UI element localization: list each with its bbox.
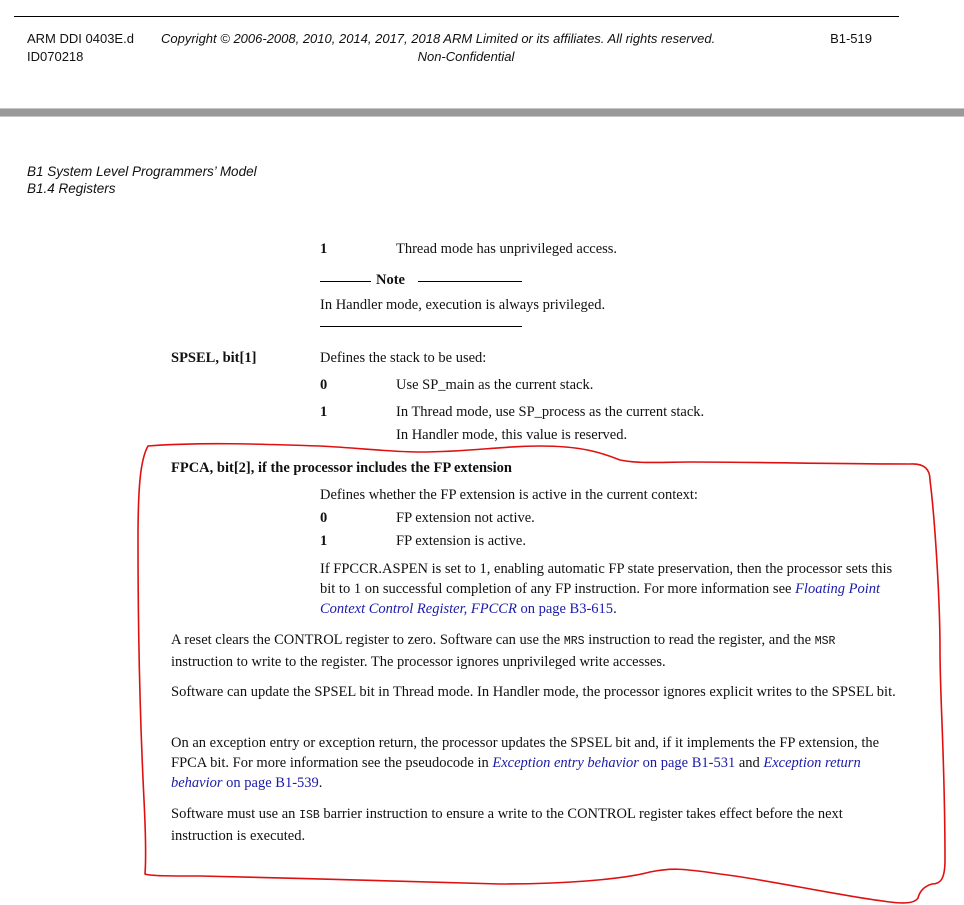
bit-value: 1 xyxy=(320,404,328,420)
bit-description: FP extension is active. xyxy=(396,533,526,549)
bit-value: 0 xyxy=(320,377,328,393)
text: Software must use an xyxy=(171,806,300,822)
link-page: on page B1-531 xyxy=(638,755,736,771)
bit-description-extra: In Handler mode, this value is reserved. xyxy=(396,427,628,443)
text: On an exception entry or exception return, the processor updates the SPSEL bit and, if it implements the FP extension, the FPCA bit. For more information see the pseudocode in xyxy=(171,735,880,771)
isb-instruction: ISB xyxy=(299,809,320,822)
fpccr-link-page: on page B3-615 xyxy=(516,601,614,617)
section-title: B1.4 Registers xyxy=(27,181,116,196)
page-number: B1-519 xyxy=(830,31,872,46)
text: instruction to read the register, and the xyxy=(584,632,815,648)
copyright-text: Copyright © 2006-2008, 2010, 2014, 2017, 2018 ARM Limited or its affiliates. All rights reserved. xyxy=(161,31,716,46)
period: . xyxy=(613,601,617,617)
text: and xyxy=(735,755,764,771)
confidentiality-label: Non-Confidential xyxy=(417,49,515,64)
link-text: Exception return behavior xyxy=(171,755,861,791)
fpccr-link-text: Floating Point Context Control Register, FPCCR xyxy=(320,581,881,617)
fpca-intro: Defines whether the FP extension is active in the current context: xyxy=(320,487,698,503)
field-name-spsel: SPSEL, bit[1] xyxy=(171,350,257,366)
bit-value: 1 xyxy=(320,533,328,549)
text: instruction to write to the register. The processor ignores unprivileged write accesses. xyxy=(171,654,666,670)
note-title: Note xyxy=(376,272,405,288)
text: . xyxy=(318,775,323,791)
text: barrier instruction to ensure a write to the CONTROL register takes effect before the next instruction is executed. xyxy=(171,806,843,844)
spsel-update-paragraph: Software can update the SPSEL bit in Thread mode. In Handler mode, the processor ignores explicit writes to the SPSEL bit. xyxy=(171,684,896,700)
fpca-detail-text: If FPCCR.ASPEN is set to 1, enabling automatic FP state preservation, then the processor sets this bit to 1 on successful completion of any FP instruction. For more information see xyxy=(320,561,893,597)
bit-description: FP extension not active. xyxy=(396,510,535,526)
link-text: Exception entry behavior xyxy=(492,755,639,771)
bit-description: In Thread mode, use SP_process as the current stack. xyxy=(396,404,705,420)
bit-value: 1 xyxy=(320,241,328,257)
issue-id: ID070218 xyxy=(27,49,84,64)
bit-value: 0 xyxy=(320,510,328,526)
note-text: In Handler mode, execution is always privileged. xyxy=(320,297,606,313)
msr-instruction: MSR xyxy=(814,635,836,648)
bit-description: Thread mode has unprivileged access. xyxy=(396,241,618,257)
doc-id: ARM DDI 0403E.d xyxy=(27,31,134,46)
mrs-instruction: MRS xyxy=(563,635,585,648)
link-page: on page B1-539 xyxy=(222,775,319,791)
bit-description: Use SP_main as the current stack. xyxy=(396,377,594,393)
spsel-intro: Defines the stack to be used: xyxy=(320,350,487,366)
text: A reset clears the CONTROL register to zero. Software can use the xyxy=(171,632,564,648)
chapter-title: B1 System Level Programmers’ Model xyxy=(27,164,257,179)
field-name-fpca: FPCA, bit[2], if the processor includes the FP extension xyxy=(171,460,512,476)
